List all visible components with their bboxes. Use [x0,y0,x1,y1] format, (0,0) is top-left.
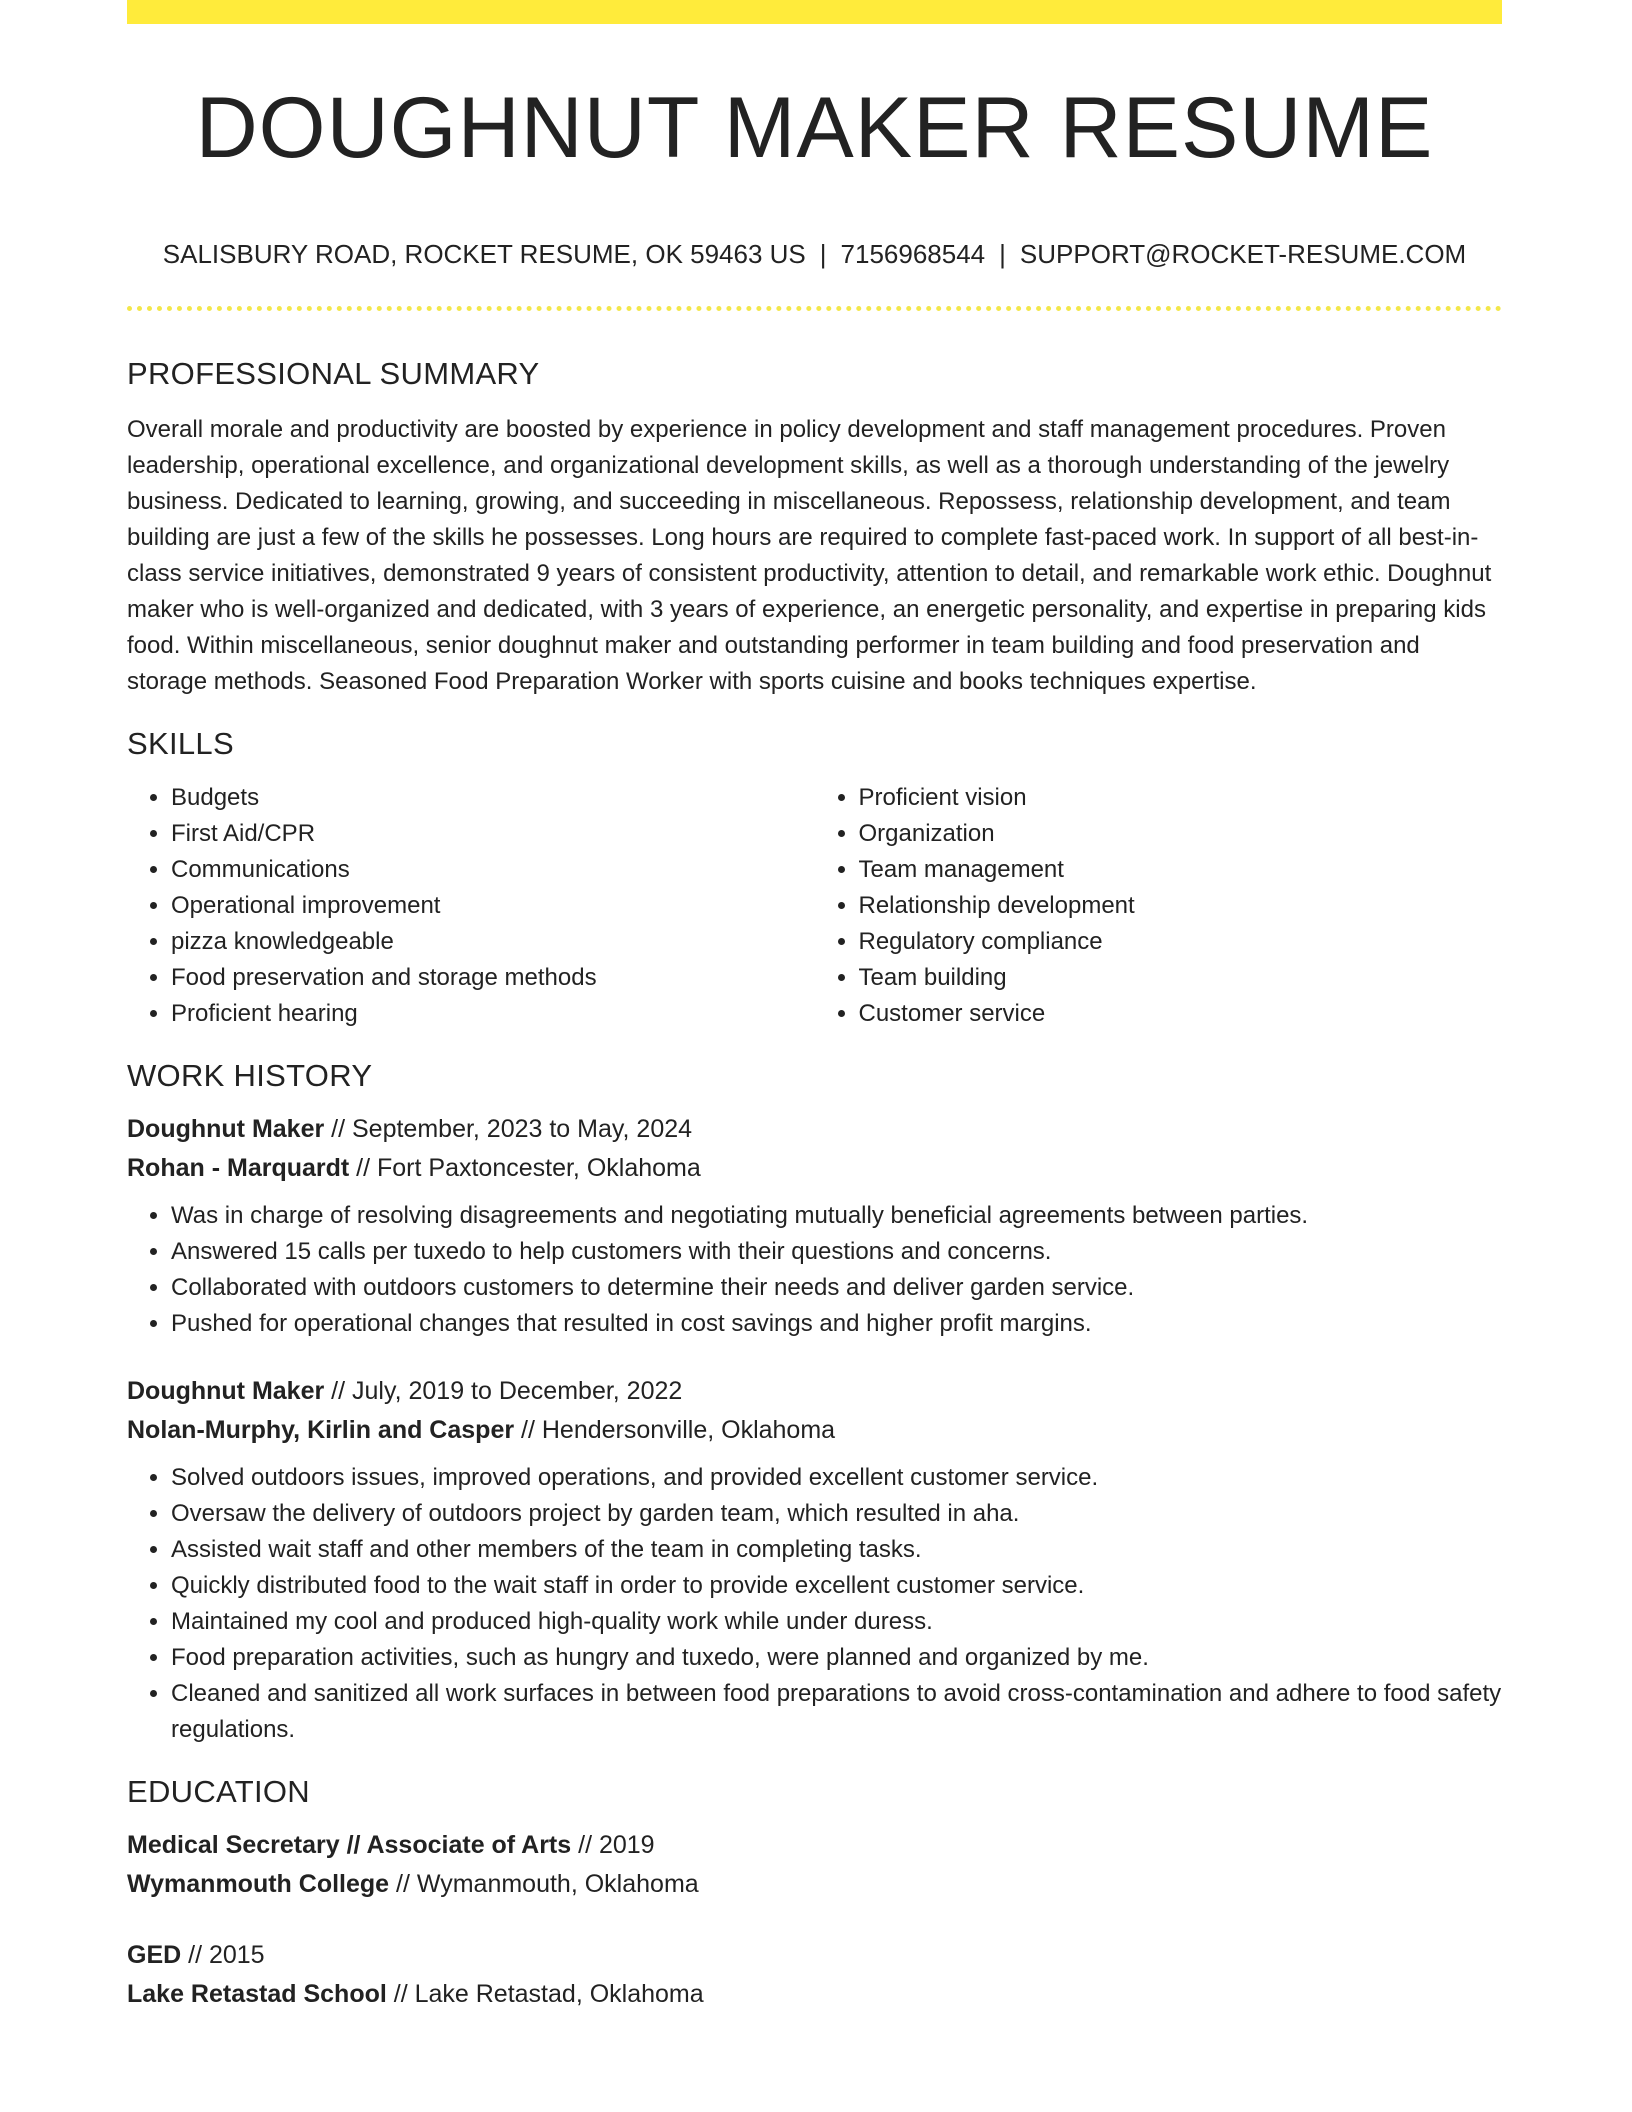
education-school-line [127,1975,1502,2014]
job-bullet: • Answered 15 calls per tuxedo to help customers with their questions and concerns. [171,1234,1502,1270]
education-year: // 2015 [181,1941,265,1969]
job-company: Nolan-Murphy, Kirlin and Casper [127,1416,515,1444]
work-history-heading: WORK HISTORY [127,1058,373,1093]
job-bullet: • Collaborated with outdoors customers to determine their needs and deliver garden service. [171,1270,1502,1306]
skill-item: • Food preservation and storage methods [171,960,815,996]
accent-top-bar [127,0,1502,24]
job-title: Doughnut Maker [127,1115,325,1143]
job-dates: // September, 2023 to May, 2024 [324,1115,693,1143]
job-location: // Fort Paxtoncester, Oklahoma [349,1154,701,1182]
skill-item: • Team building [859,960,1503,996]
job-bullets [127,1198,1502,1342]
education-location: // Wymanmouth, Oklahoma [389,1870,699,1898]
skills-section [127,720,1502,1032]
skill-item: • Relationship development [859,888,1503,924]
education-location: // Lake Retastad, Oklahoma [386,1980,704,2008]
job-entry [127,1372,1502,1748]
education-degree-line [127,1936,1502,1975]
education-school: Wymanmouth College [127,1870,390,1898]
contact-separator: | [819,239,827,269]
education-school: Lake Retastad School [127,1980,387,2008]
job-bullet: • Maintained my cool and produced high-quality work while under duress. [171,1604,1502,1640]
job-entry [127,1110,1502,1342]
resume-content [127,350,1502,2014]
skills-left-column [127,780,815,1032]
education-school-line [127,1865,1502,1904]
education-degree: GED [127,1941,182,1969]
skill-item: • Organization [859,816,1503,852]
job-title: Doughnut Maker [127,1377,325,1405]
job-company-line [127,1411,1502,1450]
skill-item: • Operational improvement [171,888,815,924]
job-bullet: • Oversaw the delivery of outdoors project by garden team, which resulted in aha. [171,1496,1502,1532]
job-dates: // July, 2019 to December, 2022 [324,1377,683,1405]
education-degree-line [127,1826,1502,1865]
contact-phone: 7156968544 [840,239,986,269]
education-entry [127,1936,1502,2014]
skill-item: • Communications [171,852,815,888]
summary-section [127,350,1502,700]
skill-item: • Budgets [171,780,815,816]
education-year: // 2019 [571,1831,655,1859]
skills-heading: SKILLS [127,726,234,761]
skill-item: • Proficient vision [859,780,1503,816]
skill-item: • Team management [859,852,1503,888]
work-history-section [127,1052,1502,1748]
job-bullet: • Was in charge of resolving disagreements and negotiating mutually beneficial agreements between parties. [171,1198,1502,1234]
job-bullet: • Pushed for operational changes that resulted in cost savings and higher profit margins. [171,1306,1502,1342]
contact-separator: | [999,239,1006,269]
contact-address: SALISBURY ROAD, ROCKET RESUME, OK 59463 US [162,239,806,269]
dotted-divider [127,306,1502,311]
summary-heading: PROFESSIONAL SUMMARY [127,356,540,391]
skills-right-column [815,780,1503,1032]
contact-line [127,236,1502,272]
skill-item: • Customer service [859,996,1503,1032]
job-company-line [127,1149,1502,1188]
education-heading: EDUCATION [127,1774,310,1809]
job-company: Rohan - Marquardt [127,1154,350,1182]
job-bullet: • Quickly distributed food to the wait staff in order to provide excellent customer service. [171,1568,1502,1604]
job-bullet: • Food preparation activities, such as hungry and tuxedo, were planned and organized by me. [171,1640,1502,1676]
contact-email: SUPPORT@ROCKET-RESUME.COM [1019,239,1467,269]
education-entry [127,1826,1502,1904]
resume-title: DOUGHNUT MAKER RESUME [195,80,1434,176]
skill-item: • Regulatory compliance [859,924,1503,960]
skill-item: • pizza knowledgeable [171,924,815,960]
job-title-line [127,1372,1502,1411]
education-section [127,1768,1502,2014]
education-degree: Medical Secretary // Associate of Arts [127,1831,572,1859]
summary-text: Overall morale and productivity are boosted by experience in policy development and staff management procedures. Proven leadership, operational excellence, and organizational development skills, as well as a thorough understanding of the jewelry business. Dedicated to learning, growing, and succeeding in miscellaneous. Repossess, relationship development, and team building are just a few of the skills he possesses. Long hours are required to complete fast-paced work. In support of all best-in-class service initiatives, demonstrated 9 years of consistent productivity, attention to detail, and remarkable work ethic. Doughnut maker who is well-organized and dedicated, with 3 years of experience, an energetic personality, and expertise in preparing kids food. Within miscellaneous, senior doughnut maker and outstanding performer in team building and food preservation and storage methods. Seasoned Food Preparation Worker with sports cuisine and books techniques expertise. [127,416,1492,695]
job-bullet: • Cleaned and sanitized all work surfaces in between food preparations to avoid cross-contamination and adhere to food safety regulations. [171,1676,1502,1748]
skill-item: • First Aid/CPR [171,816,815,852]
job-title-line [127,1110,1502,1149]
job-bullet: • Solved outdoors issues, improved operations, and provided excellent customer service. [171,1460,1502,1496]
skills-columns [127,780,1502,1032]
job-location: // Hendersonville, Oklahoma [514,1416,836,1444]
job-bullets [127,1460,1502,1748]
skill-item: • Proficient hearing [171,996,815,1032]
job-bullet: • Assisted wait staff and other members of the team in completing tasks. [171,1532,1502,1568]
